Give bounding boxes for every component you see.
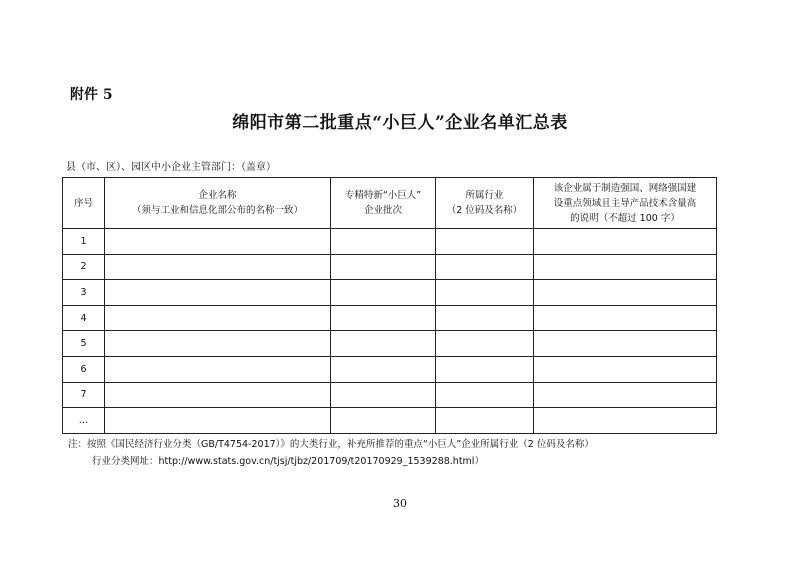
row-serial-number: 7	[63, 382, 105, 408]
company-name-cell[interactable]	[105, 382, 331, 408]
industry-cell[interactable]	[436, 229, 534, 255]
company-name-cell[interactable]	[105, 280, 331, 306]
batch-cell[interactable]	[331, 356, 436, 382]
table-row	[63, 229, 717, 255]
header-company-name	[105, 178, 331, 229]
header-text: 专精特新“小巨人”	[344, 190, 422, 201]
industry-cell[interactable]	[436, 254, 534, 280]
company-name-cell[interactable]	[105, 305, 331, 331]
company-name-cell[interactable]	[105, 229, 331, 255]
industry-cell[interactable]	[436, 331, 534, 357]
table-row	[63, 254, 717, 280]
company-name-cell[interactable]	[105, 356, 331, 382]
page-number: 30	[393, 497, 407, 510]
header-serial-number	[63, 178, 105, 229]
industry-cell[interactable]	[436, 408, 534, 434]
table-row	[63, 382, 717, 408]
batch-cell[interactable]	[331, 408, 436, 434]
description-cell[interactable]	[534, 331, 717, 357]
row-serial-number: 5	[63, 331, 105, 357]
batch-cell[interactable]	[331, 254, 436, 280]
department-line: 县（市、区）、园区中小企业主管部门：（盖章）	[66, 162, 276, 173]
industry-cell[interactable]	[436, 356, 534, 382]
table-row	[63, 280, 717, 306]
header-text: 设重点领域且主导产品技术含量高	[553, 197, 697, 209]
row-serial-number: 4	[63, 305, 105, 331]
page-title: 绵阳市第二批重点“小巨人”企业名单汇总表	[232, 113, 568, 133]
header-text: 企业名称	[198, 190, 237, 201]
batch-cell[interactable]	[331, 331, 436, 357]
header-industry	[436, 178, 534, 229]
row-serial-number: 2	[63, 254, 105, 280]
header-text: 的说明（不超过 100 字）	[570, 212, 680, 224]
table-row	[63, 408, 717, 434]
row-serial-number: …	[63, 408, 105, 434]
table-body	[63, 229, 717, 434]
table-row	[63, 331, 717, 357]
summary-table	[62, 177, 717, 434]
description-cell[interactable]	[534, 254, 717, 280]
note-line-1: 注：按照《国民经济行业分类（GB/T4754-2017）》的大类行业，补充所推荐的重点“小巨人”企业所属行业（2 位码及名称）	[68, 439, 594, 450]
header-text: （须与工业和信息化部公布的名称一致）	[131, 205, 303, 216]
batch-cell[interactable]	[331, 280, 436, 306]
attachment-label: 附件 5	[70, 87, 113, 103]
description-cell[interactable]	[534, 356, 717, 382]
description-cell[interactable]	[534, 280, 717, 306]
header-text: 该企业属于制造强国、网络强国建	[553, 182, 697, 194]
description-cell[interactable]	[534, 408, 717, 434]
row-serial-number: 1	[63, 229, 105, 255]
row-serial-number: 6	[63, 356, 105, 382]
company-name-cell[interactable]	[105, 331, 331, 357]
batch-cell[interactable]	[331, 229, 436, 255]
industry-cell[interactable]	[436, 382, 534, 408]
header-text: （2 位码及名称）	[446, 205, 523, 216]
table-row	[63, 305, 717, 331]
company-name-cell[interactable]	[105, 254, 331, 280]
description-cell[interactable]	[534, 305, 717, 331]
table-row	[63, 356, 717, 382]
header-description	[534, 178, 717, 229]
header-batch	[331, 178, 436, 229]
note-line-2: 行业分类网址：http://www.stats.gov.cn/tjsj/tjbz/201709/t20170929_1539288.html）	[92, 456, 484, 467]
header-text: 企业批次	[363, 205, 402, 216]
table-note	[68, 436, 594, 470]
company-name-cell[interactable]	[105, 408, 331, 434]
table-header-row	[63, 178, 717, 229]
industry-cell[interactable]	[436, 280, 534, 306]
row-serial-number: 3	[63, 280, 105, 306]
description-cell[interactable]	[534, 229, 717, 255]
header-text: 序号	[73, 197, 93, 209]
batch-cell[interactable]	[331, 305, 436, 331]
header-text: 所属行业	[465, 190, 504, 201]
industry-cell[interactable]	[436, 305, 534, 331]
description-cell[interactable]	[534, 382, 717, 408]
batch-cell[interactable]	[331, 382, 436, 408]
